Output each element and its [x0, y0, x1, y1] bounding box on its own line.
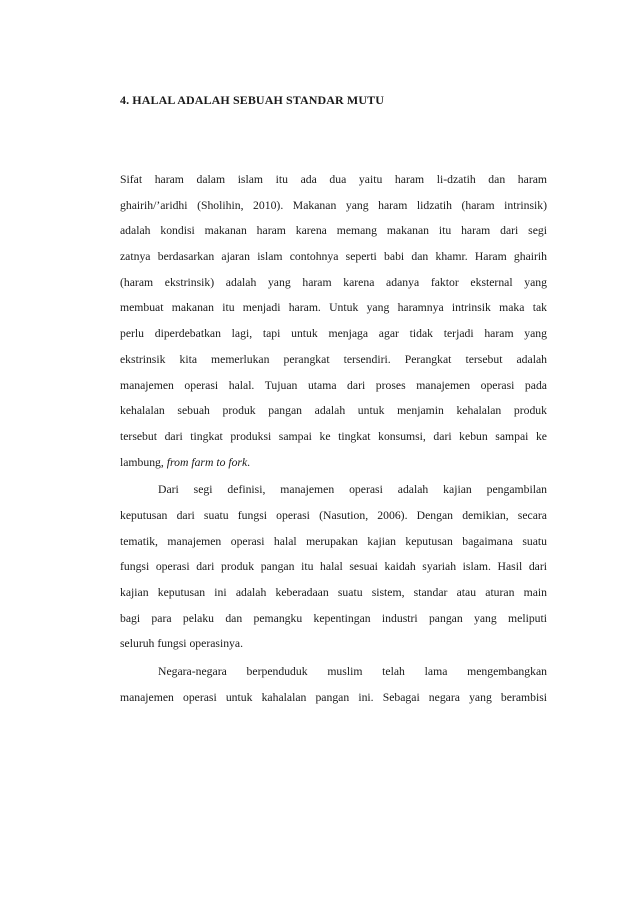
text-line: keputusan dari suatu fungsi operasi (Nasution, 2006). Dengan demikian, secara — [120, 508, 547, 522]
body-text — [120, 170, 547, 715]
text-line: Dari segi definisi, manajemen operasi adalah kajian pengambilan — [158, 483, 547, 497]
text-line: membuat makanan itu menjadi haram. Untuk yang haramnya intrinsik maka tak — [120, 301, 547, 315]
text-fragment: . — [247, 455, 251, 469]
text-line: manajemen operasi halal. Tujuan utama dari proses manajemen operasi pada — [120, 378, 547, 392]
text-line: ghairih/’aridhi (Sholihin, 2010). Makanan yang haram lidzatih (haram intrinsik) — [120, 198, 547, 212]
text-line: Negara-negara berpenduduk muslim telah lama mengembangkan — [158, 665, 547, 679]
paragraph-3 — [120, 662, 547, 713]
text-fragment: lambung, — [120, 455, 167, 469]
text-line: ekstrinsik kita memerlukan perangkat tersendiri. Perangkat tersebut adalah — [120, 352, 547, 366]
text-line: zatnya berdasarkan ajaran islam contohnya seperti babi dan khamr. Haram ghairih — [120, 250, 547, 264]
text-line: tematik, manajemen operasi halal merupakan kajian keputusan bagaimana suatu — [120, 534, 547, 548]
text-line: kajian keputusan ini adalah keberadaan suatu sistem, standar atau aturan main — [120, 586, 547, 599]
text-line: tersebut dari tingkat produksi sampai ke tingkat konsumsi, dari kebun sampai ke — [120, 429, 547, 443]
text-line: fungsi operasi dari produk pangan itu halal sesuai kaidah syariah islam. Hasil dari — [120, 560, 547, 574]
text-line: bagi para pelaku dan pemangku kepentingan industri pangan yang meliputi — [120, 611, 547, 625]
text-line: manajemen operasi untuk kahalalan pangan ini. Sebagai negara yang berambisi — [120, 690, 547, 704]
text-line: kehalalan sebuah produk pangan adalah untuk menjamin kehalalan produk — [120, 404, 547, 418]
paragraph-2 — [120, 480, 547, 660]
text-line: seluruh fungsi operasinya. — [120, 637, 244, 651]
italic-phrase: from farm to fork — [166, 455, 248, 469]
text-line — [120, 453, 547, 479]
text-line: Sifat haram dalam islam itu ada dua yaitu haram li-dzatih dan haram — [120, 173, 547, 186]
paragraph-1 — [120, 170, 547, 478]
section-heading: 4. HALAL ADALAH SEBUAH STANDAR MUTU — [120, 93, 384, 107]
text-line: perlu diperdebatkan lagi, tapi untuk menjaga agar tidak terjadi haram yang — [120, 327, 547, 341]
text-line: adalah kondisi makanan haram karena memang makanan itu haram dari segi — [120, 224, 547, 238]
text-line: (haram ekstrinsik) adalah yang haram karena adanya faktor eksternal yang — [120, 275, 547, 289]
